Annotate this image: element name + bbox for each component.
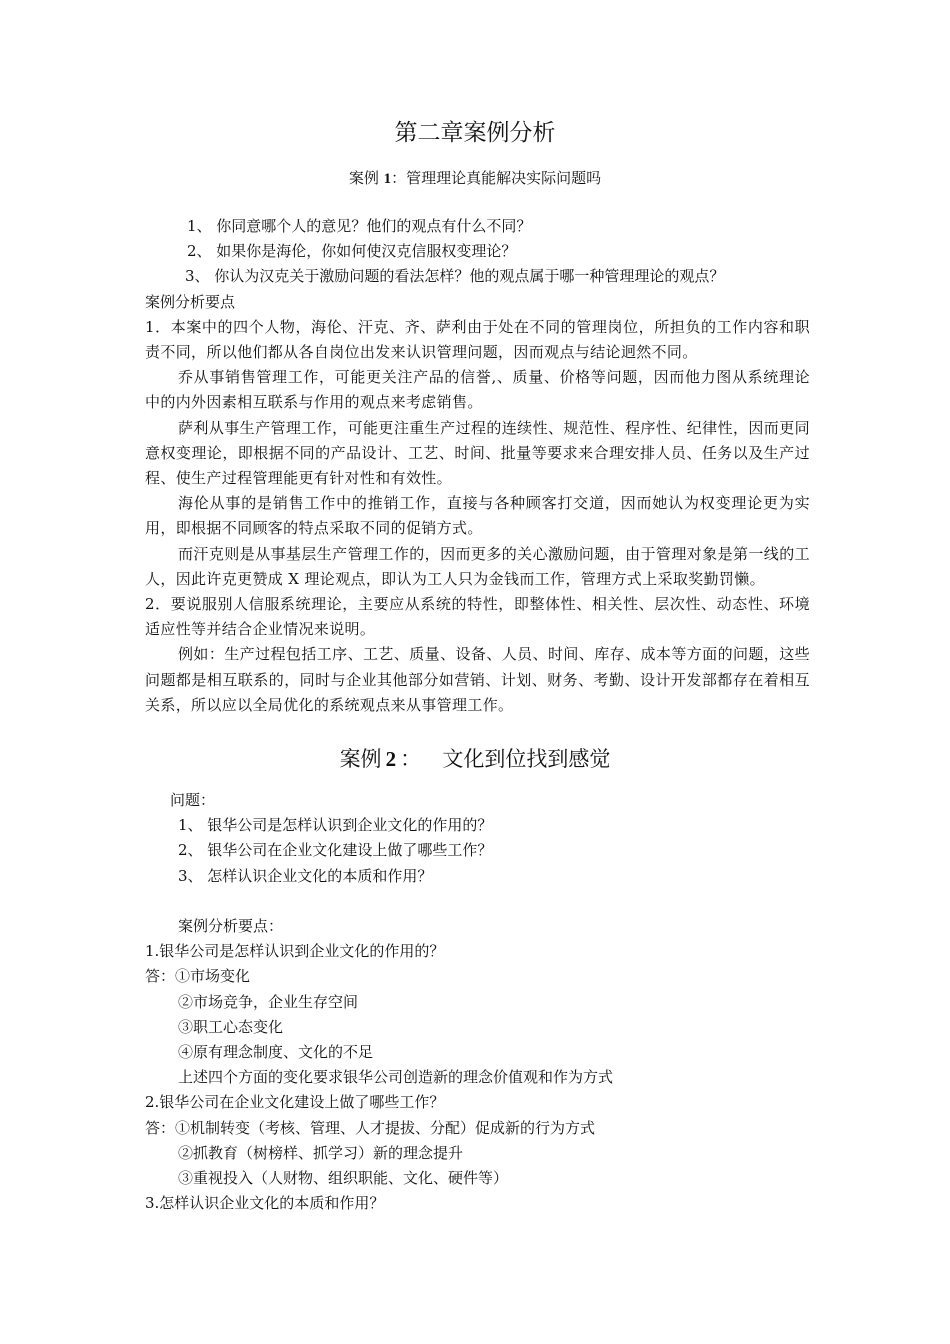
case2-q2-answer-item: ③重视投入（人财物、组织职能、文化、硬件等）	[178, 1169, 509, 1188]
case2-question: 2、 银华公司在企业文化建设上做了哪些工作？	[178, 841, 493, 860]
case1-analysis-label: 案例分析要点	[145, 292, 236, 311]
case1-question: 1、 你同意哪个人的意见？他们的观点有什么不同？	[187, 217, 532, 235]
case1-paragraph: 2．要说服别人信服系统理论，主要应从系统的特性，即整体性、相关性、层次性、动态性、环境适应性等并结合企业情况来说明。	[145, 595, 810, 639]
case1-paragraph: 萨利从事生产管理工作，可能更注重生产过程的连续性、规范性、程序性、纪律性，因而更同意权变理论，即根据不同的产品设计、工艺、时间、批量等要求来合理安排人员、任务以及生产过程、使生产过程管理能更有针对性和有效性。	[145, 418, 810, 488]
case2-number: 2	[385, 747, 397, 771]
case1-paragraph: 而汗克则是从事基层生产管理工作的，因而更多的关心激励问题，由于管理对象是第一线的工人，因此许克更赞成 X 理论观点，即认为工人只为金钱而工作，管理方式上采取奖勤罚懒。	[145, 544, 810, 588]
case1-paragraph: 海伦从事的是销售工作中的推销工作，直接与各种顾客打交道，因而她认为权变理论更为实用，即根据不同顾客的特点采取不同的促销方式。	[145, 494, 810, 538]
case2-q2-title: 2.银华公司在企业文化建设上做了哪些工作？	[145, 1093, 445, 1112]
case2-questions-label: 问题：	[170, 791, 216, 809]
case2-analysis-label: 案例分析要点：	[178, 917, 284, 936]
case2-q2-answer-item: ②抓教育（树榜样、抓学习）新的理念提升	[178, 1143, 464, 1162]
blank-line	[145, 889, 810, 914]
page-title: 第二章案例分析	[394, 120, 556, 146]
case2-q1-answer-item: ②市场竞争，企业生存空间	[178, 992, 359, 1011]
case1-number: 1	[383, 171, 392, 187]
case1-paragraph: 例如：生产过程包括工序、工艺、质量、设备、人员、时间、库存、成本等方面的问题，这些问题都是相互联系的，同时与企业其他部分如营销、计划、财务、考勤、设计开发部都存在着相互关系，所以应以全局优化的系统观点来从事管理工作。	[145, 645, 810, 714]
case2-q1-answer-item: ③职工心态变化	[178, 1017, 284, 1036]
case2-q1-summary: 上述四个方面的变化要求银华公司创造新的理念价值观和作为方式	[178, 1068, 614, 1087]
case1-prefix: 案例	[348, 169, 379, 187]
case1-body	[145, 214, 810, 718]
case2-q3-title: 3.怎样认识企业文化的本质和作用？	[145, 1194, 385, 1213]
case2-q2-answer: 答：①机制转变（考核、管理、人才提拔、分配）促成新的行为方式	[145, 1118, 596, 1137]
case2-heading-text: 文化到位找到感觉	[442, 747, 611, 771]
case2-heading: 案例 2 ： 文化到位找到感觉	[339, 747, 611, 771]
case2-q1-title: 1.银华公司是怎样认识到企业文化的作用的？	[145, 942, 445, 961]
case1-question: 3、 你认为汉克关于激励问题的看法怎样？他的观点属于哪一种管理理论的观点？	[185, 267, 725, 286]
case2-prefix: 案例	[339, 747, 382, 771]
case1-paragraph: 1．本案中的四个人物，海伦、汗克、齐、萨利由于处在不同的管理岗位，所担负的工作内容和职责不同，所以他们都从各自岗位出发来认识管理问题，因而观点与结论迥然不同。	[145, 317, 810, 362]
case1-paragraph: 乔从事销售管理工作，可能更关注产品的信誉,、质量、价格等问题，因而他力图从系统理论中的内外因素相互联系与作用的观点来考虑销售。	[145, 368, 810, 412]
case2-q1-answer-item: ④原有理念制度、文化的不足	[178, 1043, 374, 1062]
case2-q1-answer: 答：①市场变化	[145, 967, 251, 986]
case1-question: 2、 如果你是海伦，你如何使汉克信服权变理论？	[187, 242, 517, 261]
case2-question: 1、 银华公司是怎样认识到企业文化的作用的？	[178, 816, 493, 835]
case1-heading	[0, 166, 950, 191]
case2-question: 3、 怎样认识企业文化的本质和作用？	[178, 866, 433, 885]
case2-body	[145, 788, 810, 1216]
case1-heading-text: ：管理理论真能解决实际问题吗	[391, 169, 602, 187]
